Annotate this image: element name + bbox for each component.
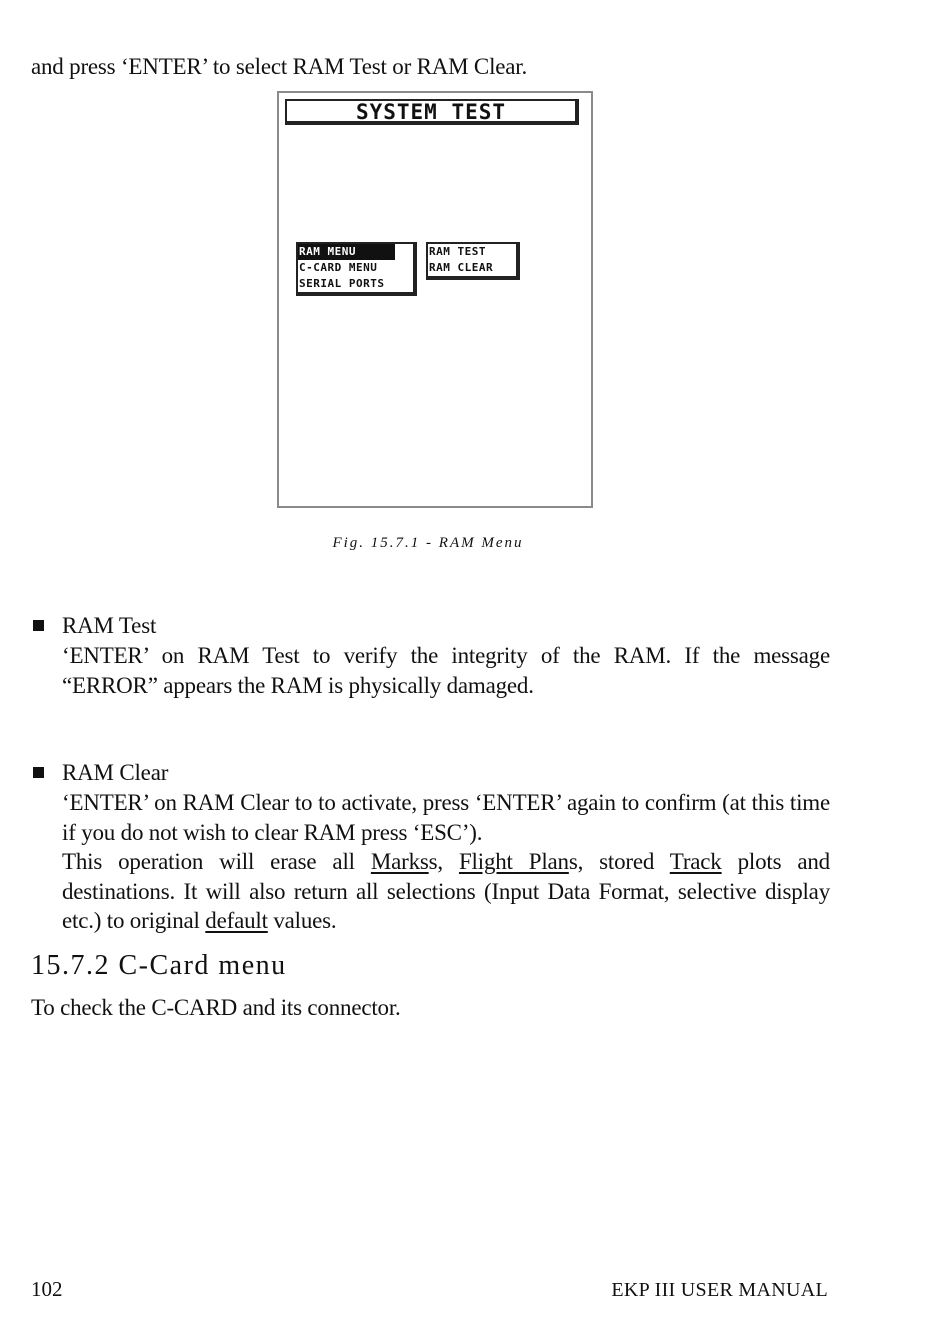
device-screen-figure — [277, 91, 593, 508]
page-number: 102 — [31, 1277, 63, 1301]
menu-item-c-card-menu: C-CARD MENU — [299, 261, 378, 274]
menu-item-ram-menu: RAM MENU — [298, 244, 395, 260]
link-default[interactable]: default — [205, 908, 268, 933]
manual-title: EKP III USER MANUAL — [611, 1279, 828, 1301]
link-track[interactable]: Track — [669, 849, 722, 874]
submenu-item-ram-test: RAM TEST — [429, 245, 486, 258]
ram-clear-body: ‘ENTER’ on RAM Clear to to activate, press ‘ENTER’ again to confirm (at this time if you do not wish to clear RAM press ‘ESC’). — [62, 790, 830, 845]
ram-clear-title: RAM Clear — [62, 760, 169, 785]
bullet-square-icon — [33, 767, 44, 778]
warning-text: values. — [267, 908, 337, 933]
menu-item-serial-ports: SERIAL PORTS — [299, 277, 385, 290]
warning-text: This operation will erase all — [62, 849, 371, 874]
link-marks[interactable]: Marks — [370, 849, 429, 874]
intro-text: and press ‘ENTER’ to select RAM Test or RAM Clear. — [31, 54, 528, 79]
figure-caption: Fig. 15.7.1 - RAM Menu — [332, 535, 524, 551]
warning-text: s, stored — [568, 849, 670, 874]
ram-test-body: ‘ENTER’ on RAM Test to verify the integrity of the RAM. If the message “ERROR” appears the RAM is physically damaged. — [62, 643, 830, 698]
warning-text: s, — [428, 849, 459, 874]
warning-text: plots and destinations. It will also return all selections (Input Data Format, selective display etc.) to original — [62, 849, 830, 933]
ram-test-title: RAM Test — [62, 613, 157, 638]
submenu-item-ram-clear: RAM CLEAR — [429, 261, 494, 274]
link-flight-plans[interactable]: Flight Plan — [458, 849, 569, 874]
screen-title: SYSTEM TEST — [285, 99, 579, 125]
section-heading: 15.7.2 C-Card menu — [31, 950, 287, 981]
ram-menu-list — [296, 242, 417, 296]
bullet-square-icon — [33, 620, 44, 631]
ram-clear-warning — [62, 847, 830, 936]
ram-submenu-list — [426, 242, 520, 280]
section-body: To check the C-CARD and its connector. — [31, 995, 401, 1020]
